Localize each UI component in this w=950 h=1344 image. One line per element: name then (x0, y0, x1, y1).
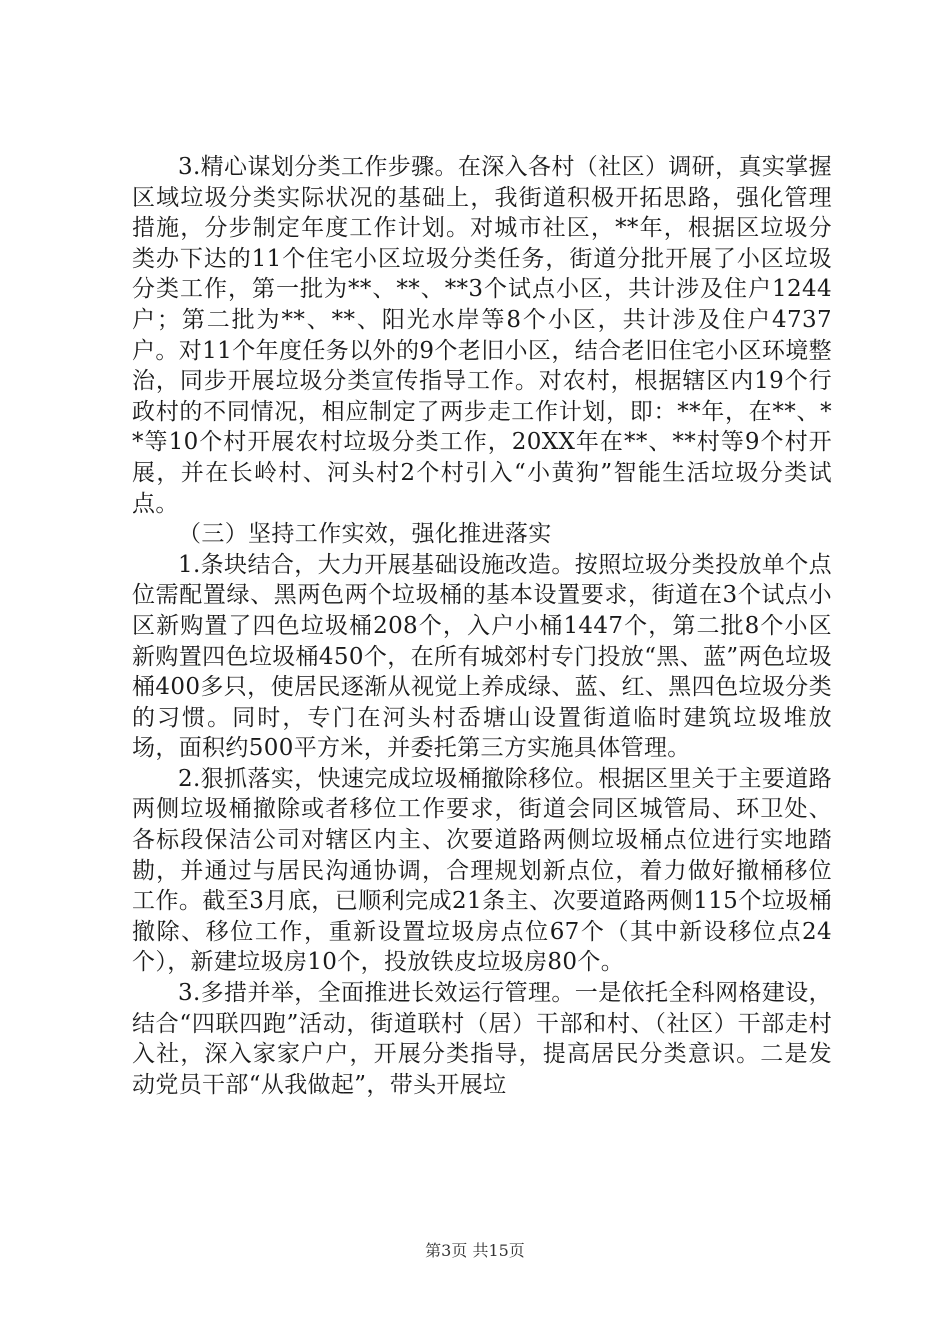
page-number-footer: 第3页 共15页 (425, 1241, 525, 1260)
paragraph-step-planning: 3.精心谋划分类工作步骤。在深入各村（社区）调研，真实掌握区域垃圾分类实际状况的基础上，我街道积极开拓思路，强化管理措施，分步制定年度工作计划。对城市社区，**年，根据区垃圾分类办下达的11个住宅小区垃圾分类任务，街道分批开展了小区垃圾分类工作，第一批为**、**、**3个试点小区，共计涉及住户1244户；第二批为**、**、阳光水岸等8个小区，共计涉及住户4737户。对11个年度任务以外的9个老旧小区，结合老旧住宅小区环境整治，同步开展垃圾分类宣传指导工作。对农村，根据辖区内19个行政村的不同情况，相应制定了两步走工作计划，即：**年，在**、**等10个村开展农村垃圾分类工作，20XX年在**、**村等9个村开展，并在长岭村、河头村2个村引入“小黄狗”智能生活垃圾分类试点。 (132, 154, 832, 517)
section-heading-three: （三）坚持工作实效，强化推进落实 (178, 521, 552, 548)
document-body (132, 152, 832, 1100)
paragraph-long-term-management: 3.多措并举，全面推进长效运行管理。一是依托全科网格建设，结合“四联四跑”活动，街道联村（居）干部和村、（社区）干部走村入社，深入家家户户，开展分类指导，提高居民分类意识。二是发动党员干部“从我做起”，带头开展垃 (132, 980, 832, 1098)
paragraph-infrastructure: 1.条块结合，大力开展基础设施改造。按照垃圾分类投放单个点位需配置绿、黑两色两个垃圾桶的基本设置要求，街道在3个试点小区新购置了四色垃圾桶208个，入户小桶1447个，第二批8个小区新购置四色垃圾桶450个，在所有城郊村专门投放“黑、蓝”两色垃圾桶400多只，使居民逐渐从视觉上养成绿、蓝、红、黑四色垃圾分类的习惯。同时，专门在河头村岙塘山设置街道临时建筑垃圾堆放场，面积约500平方米，并委托第三方实施具体管理。 (132, 551, 832, 762)
paragraph-bin-relocation: 2.狠抓落实，快速完成垃圾桶撤除移位。根据区里关于主要道路两侧垃圾桶撤除或者移位工作要求，街道会同区城管局、环卫处、各标段保洁公司对辖区内主、次要道路两侧垃圾桶点位进行实地踏勘，并通过与居民沟通协调，合理规划新点位，着力做好撤桶移位工作。截至3月底，已顺利完成21条主、次要道路两侧115个垃圾桶撤除、移位工作，重新设置垃圾房点位67个（其中新设移位点24个），新建垃圾房10个，投放铁皮垃圾房80个。 (132, 765, 832, 976)
